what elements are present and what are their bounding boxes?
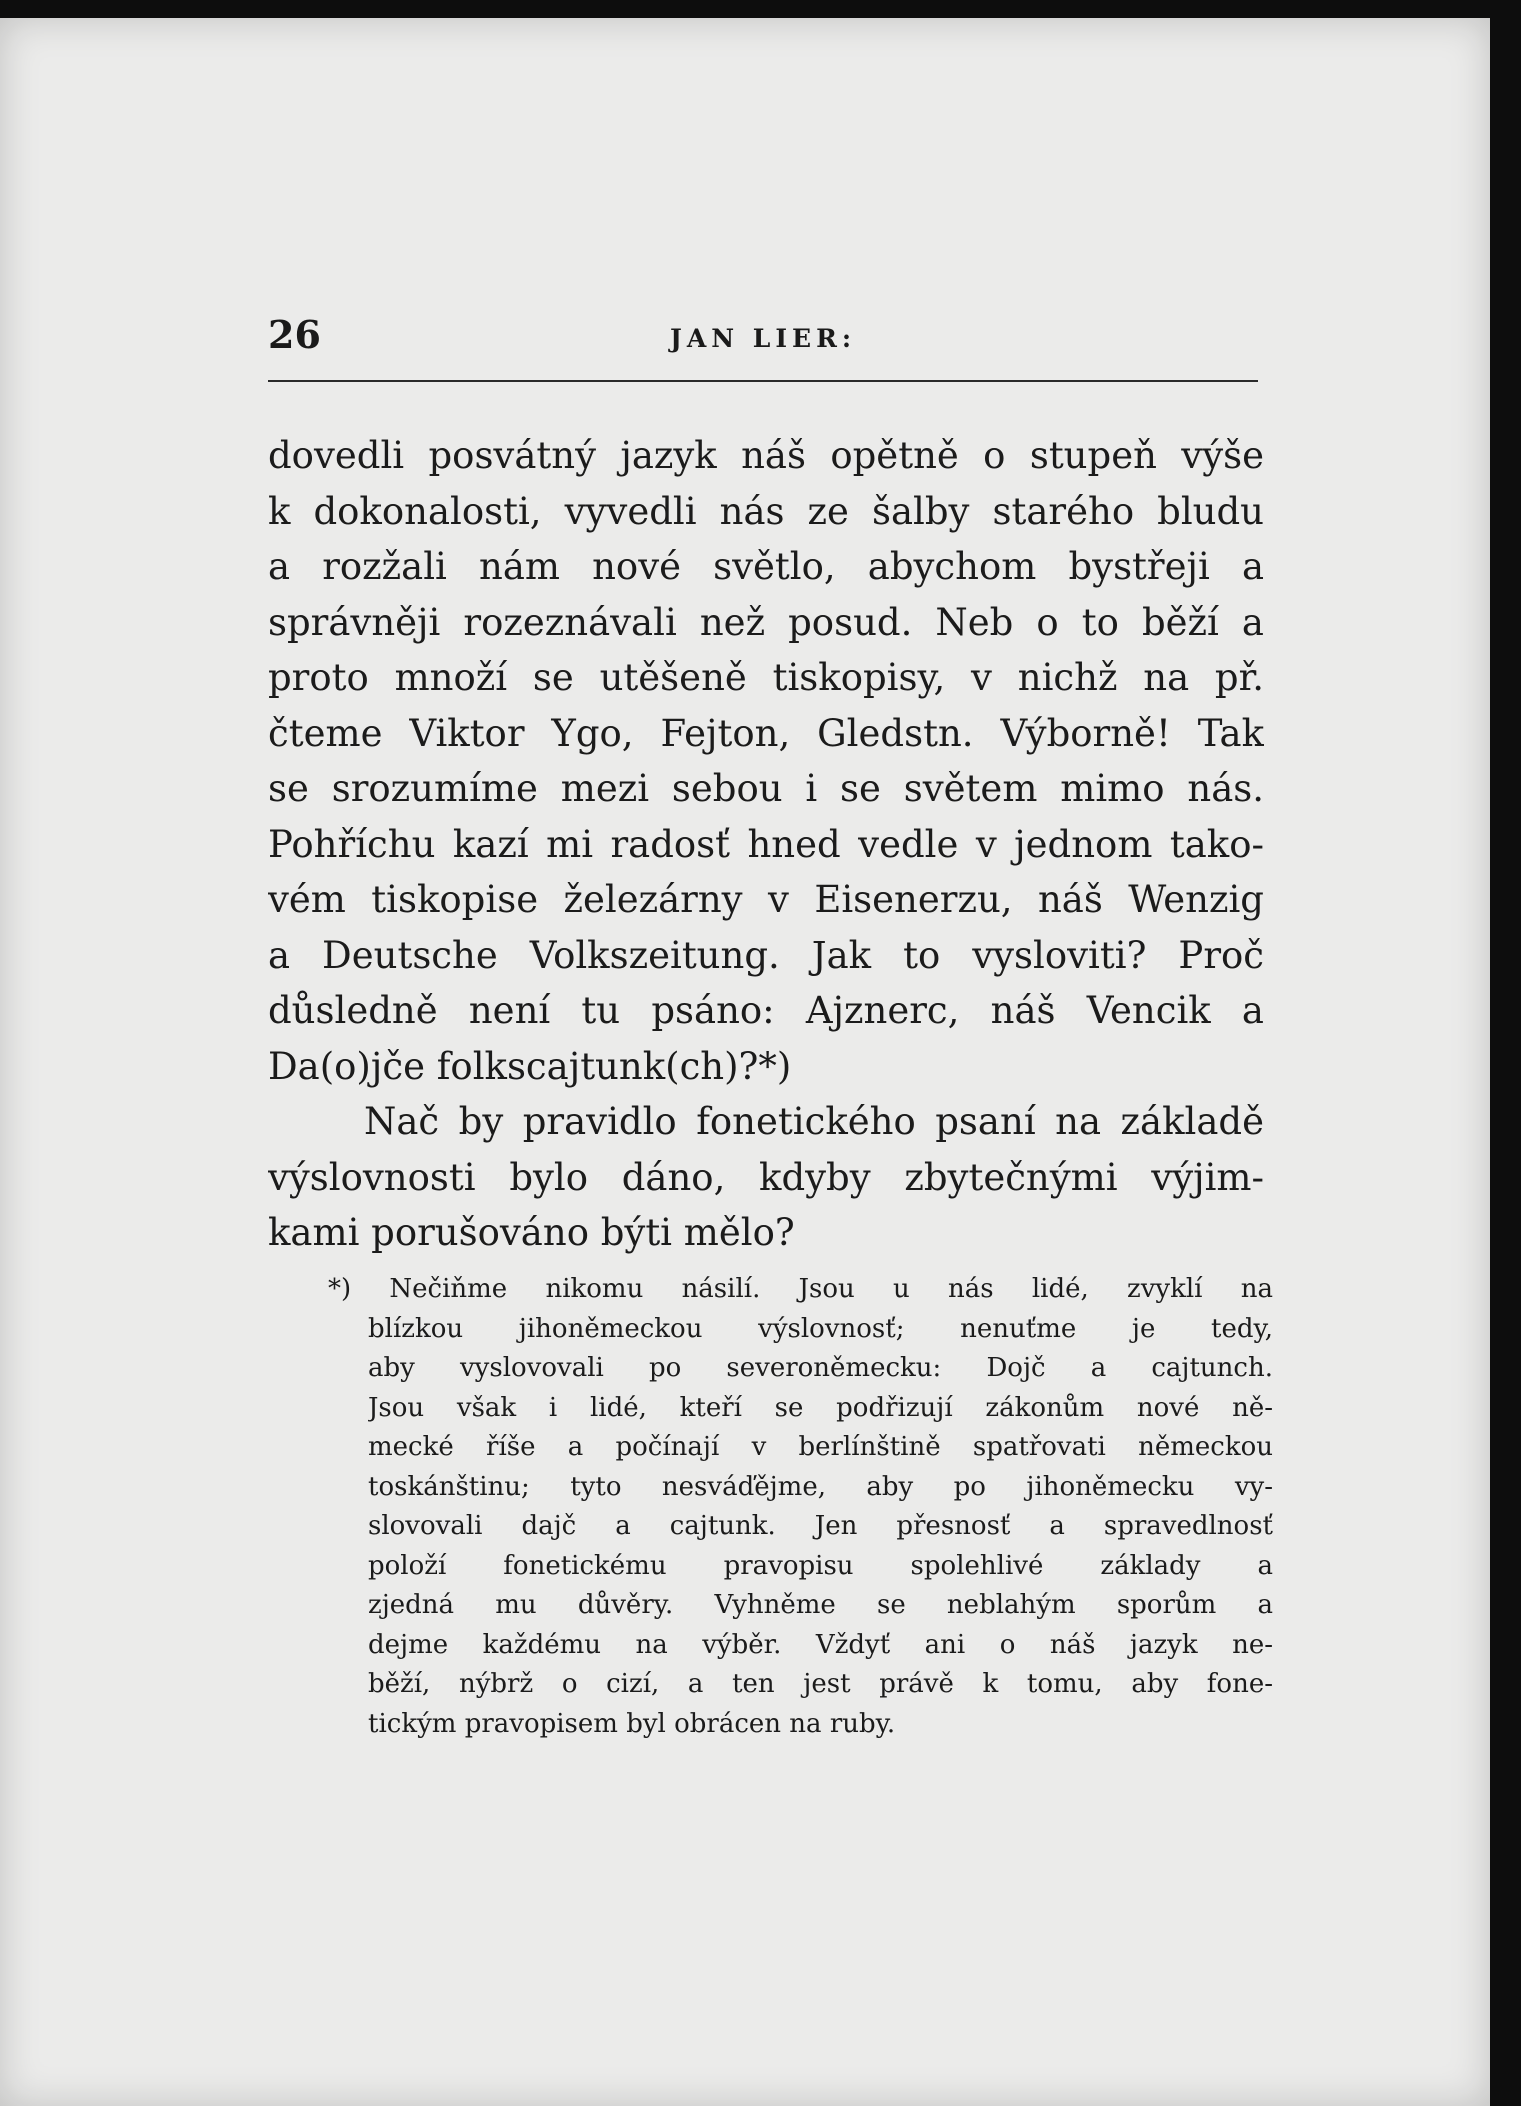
- text-line: Da(o)jče folkscajtunk(ch)?*): [268, 1044, 792, 1088]
- footnote-line: *) Nečiňme nikomu násilí. Jsou u nás lidé, zvyklí na: [328, 1274, 1273, 1304]
- text-line: proto množí se utěšeně tiskopisy, v nichž na př.: [268, 656, 1264, 699]
- footnote-line: tickým pravopisem byl obrácen na ruby.: [368, 1708, 896, 1739]
- running-head: JAN LIER:: [670, 324, 857, 353]
- footnote-line: dejme každému na výběr. Vždyť ani o náš jazyk ne-: [368, 1629, 1273, 1660]
- text-line: a Deutsche Volkszeitung. Jak to vysloviti? Proč: [268, 933, 1264, 977]
- text-line: správněji rozeznávali než posud. Neb o to běží a: [268, 600, 1264, 644]
- page-number: 26: [268, 312, 321, 357]
- main-text: [268, 428, 1264, 1261]
- text-line: Nač by pravidlo fonetického psaní na základě: [364, 1100, 1264, 1143]
- book-binding-edge: [1490, 0, 1521, 2106]
- text-line: důsledně není tu psáno: Ajznerc, náš Vencik a: [268, 989, 1264, 1032]
- text-line: vém tiskopise železárny v Eisenerzu, náš Wenzig: [268, 878, 1264, 921]
- footnote-line: toskánštinu; tyto nesváďějme, aby po jihoněmecku vy-: [368, 1471, 1273, 1502]
- footnote: [318, 1270, 1273, 1744]
- book-page: [0, 18, 1490, 2106]
- footnote-line: slovovali dajč a cajtunk. Jen přesnosť a spravedlnosť: [368, 1511, 1273, 1541]
- footnote-line: běží, nýbrž o cizí, a ten jest právě k tomu, aby fone-: [368, 1669, 1273, 1699]
- text-line: dovedli posvátný jazyk náš opětně o stupeň výše: [268, 434, 1264, 477]
- text-line: kami porušováno býti mělo?: [268, 1211, 795, 1254]
- text-line: čteme Viktor Ygo, Fejton, Gledstn. Výborně! Tak: [268, 711, 1264, 755]
- footnote-line: zjedná mu důvěry. Vyhněme se neblahým sporům a: [368, 1590, 1273, 1620]
- footnote-line: aby vyslovovali po severoněmecku: Dojč a cajtunch.: [368, 1353, 1273, 1383]
- footnote-line: mecké říše a počínají v berlínštině spatřovati německou: [368, 1432, 1273, 1462]
- footnote-line: položí fonetickému pravopisu spolehlivé základy a: [368, 1550, 1273, 1581]
- text-line: a rozžali nám nové světlo, abychom bystřeji a: [268, 545, 1264, 588]
- footnote-line: Jsou však i lidé, kteří se podřizují zákonům nové ně-: [368, 1392, 1273, 1423]
- page-header: [268, 290, 1258, 382]
- text-line: k dokonalosti, vyvedli nás ze šalby starého bludu: [268, 489, 1264, 533]
- text-line: výslovnosti bylo dáno, kdyby zbytečnými výjim-: [268, 1155, 1264, 1199]
- text-line: se srozumíme mezi sebou i se světem mimo nás.: [268, 767, 1264, 810]
- footnote-line: blízkou jihoněmeckou výslovnosť; nenuťme je tedy,: [368, 1313, 1273, 1344]
- text-line: Pohříchu kazí mi radosť hned vedle v jednom tako-: [268, 822, 1264, 866]
